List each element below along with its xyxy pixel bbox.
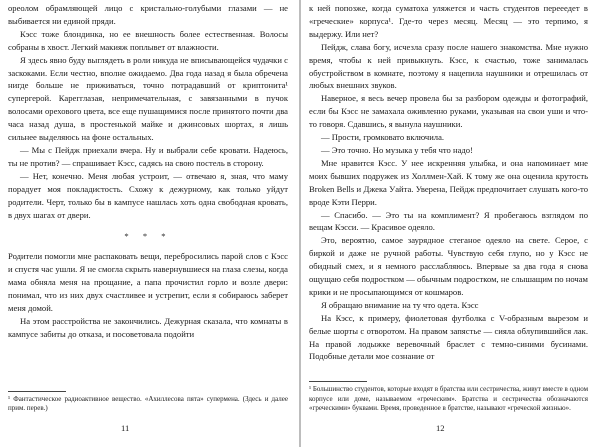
paragraph: Это, вероятно, самое заурядное стеганое одеяло на свете. Серое, с биркой и даже не ручной работы. Чувствую себя глупо, но у Кэсс не обидный смех, и я немного расслабляюсь. Впервые за два года я снова ощущаю себя подростком — обычным подростком, не слышащим по ночам крики и не просыпающимся от кошмаров. <box>309 235 588 297</box>
right-footnote-block <box>309 373 588 413</box>
paragraph: — Это точно. Но музыка у тебя что надо! <box>321 144 473 155</box>
paragraph: Родители помогли мне распаковать вещи, перебросились парой слов с Кэсс и спустя час ушли. Я не смогла скрыть навернувшиеся на глаза слезы, когда мама обняла меня на прощание, а папа прочистил горло и возле двери: понимал, что из них двух счастливее и устрепит, если я собираюсь заберет меня домой. <box>8 251 288 313</box>
paragraph: На Кэсс, к примеру, фиолетовая футболка с V-образным вырезом и белые шорты с отворотом. На правом запястье — сияла облупившийся лак. На правой лодыжке веревочный браслет с темно-синими бусинами. Подобные детали мое сознание от <box>309 312 588 362</box>
paragraph: Пейдж, слава богу, исчезла сразу после нашего знакомства. Мне нужно время, чтобы к ней привыкнуть. Кэсс, к счастью, тоже занималась обустройством в комнате, поэтому я нацепила наушники и отрешилась от любых внешних звуков. <box>309 41 588 91</box>
page-number: 12 <box>436 423 445 433</box>
paragraph: Наверное, я весь вечер провела бы за разбором одежды и фотографий, если бы Кэсс не замахала оживленно руками, указывая на свои уши и что-то говоря. Сдавшись, я вынула наушники. <box>309 93 588 130</box>
paragraph: — Прости, громковато включила. <box>321 132 445 143</box>
right-page-text <box>309 2 588 363</box>
paragraph: На этом расстройства не закончились. Дежурная сказала, что комнаты в кампусе забиты до отказа, и посоветовала подойти <box>8 315 288 339</box>
paragraph: Я здесь явно буду выглядеть в роли никуда не вписывающейся чудачки с заскоками. Если честно, вполне ожидаемо. Два года назад я была обречена нигде больше не приживаться, точно потрадавший от криптонита¹ супергерой. Карегглазая, непримечательная, с завязанными в пучок волосами орехового цвета, все еще пушащимися после принятого почти два часа назад душа, в простенькой майке и джинсовых шортах, я лишь сильнее выделяюсь на фоне остальных. <box>8 54 288 143</box>
page-number: 11 <box>121 423 130 433</box>
paragraph: — Спасибо. — Это ты на комплимент? Я пробегаюсь взглядом по вещам Кэсси. — Красивое одеяло. <box>309 209 588 233</box>
footnote-divider <box>8 391 66 392</box>
paragraph: Мне нравится Кэсс. У нее искренняя улыбка, и она напоминает мне моих бывших подружек из Холлмен-Хай. К тому же она оценила крутость Broken Bells и Джека Уайта. Уверена, Пейдж предпочитает слушать кого-то вроде Кэти Перри. <box>309 157 588 207</box>
right-page <box>300 0 600 447</box>
footnote-divider <box>309 381 367 382</box>
paragraph: — Нет, конечно. Меня любая устроит, — отвечаю я, зная, что маму порадует моя покладистость. Схожу к дежурному, как только уйдут родители. Черт, только бы в кампусе нашлась хоть одна свободная кровать, в двух шагах от двери. <box>8 170 288 220</box>
paragraph: к ней попозже, когда суматоха уляжется и часть студентов перееедет в «греческие» корпуса¹. Где-то через месяц. Месяц — это терпимо, я выдержу. Или нет? <box>309 3 588 39</box>
footnote: ¹ Фантастическое радиоактивное вещество. «Ахиллесова пята» супермена. (Здесь и далее прим. перев.) <box>8 394 288 412</box>
left-page-text <box>8 2 288 341</box>
paragraph: ореолом обрамляющей лицо с кристально-голубыми глазами — не выбивается ни единой пряди. <box>8 3 288 26</box>
paragraph: Я обращаю внимание на ту что одета. Кэсс <box>321 299 479 310</box>
footnote: ¹ Большинство студентов, которые входят в братства или сестричества, живут вместе в одном корпусе или доме, называемом «греческим». Братства и сестричества обозначаются «греческими» буквами. Время, проведенное в братстве, называют «греческой жизнью». <box>309 385 588 412</box>
section-break: * * * <box>124 231 172 242</box>
paragraph: — Мы с Пейдж приехали вчера. Ну и выбрали себе кровати. Надеюсь, ты не против? — спрашивает Кэсс, садясь на свою постель в сторону. <box>8 144 288 168</box>
left-footnote-block <box>8 383 288 413</box>
paragraph: Кэсс тоже блондинка, но ее внешность более естественная. Волосы собраны в хвост. Легкий макияж поплывет от влажности. <box>8 28 288 52</box>
